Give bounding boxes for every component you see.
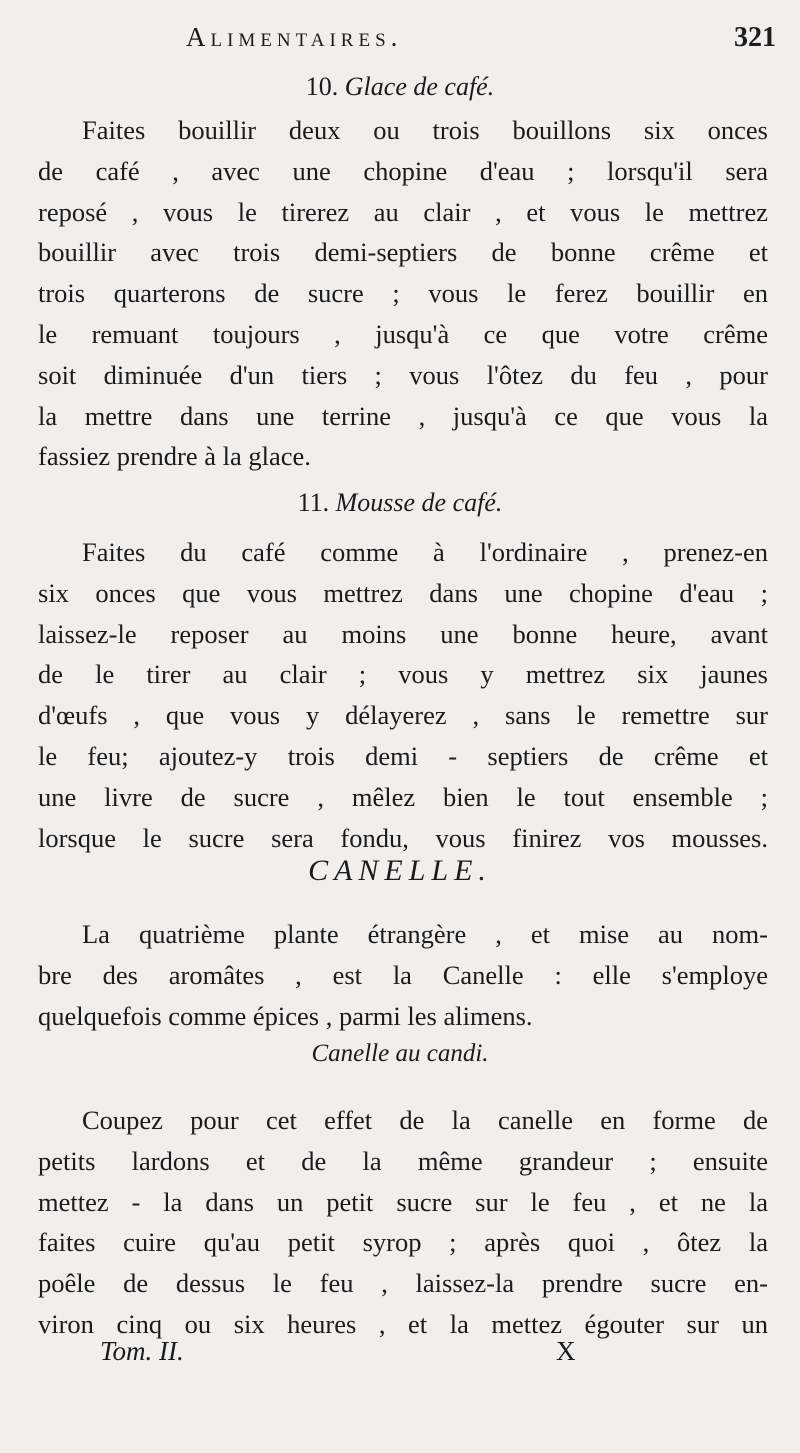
- recipe-title: Canelle au candi.: [311, 1040, 489, 1067]
- text-line: laissez-le reposer au moins une bonne heure, avant: [38, 618, 768, 649]
- text-line: le feu; ajoutez-y trois demi - septiers de crême et: [38, 740, 768, 771]
- text-line: poêle de dessus le feu , laissez-la prendre sucre en-: [38, 1268, 768, 1299]
- text-line: viron cinq ou six heures , et la mettez égouter sur un: [38, 1308, 768, 1339]
- text-line: fassiez prendre à la glace.: [38, 441, 311, 472]
- text-line: trois quarterons de sucre ; vous le ferez bouillir en: [38, 278, 768, 309]
- text-line: mettez - la dans un petit sucre sur le feu , et ne la: [38, 1186, 768, 1217]
- text-line: faites cuire qu'au petit syrop ; après quoi , ôtez la: [38, 1227, 768, 1258]
- recipe-number: 11.: [297, 488, 330, 517]
- text-line: bre des aromâtes , est la Canelle : elle s'employe: [38, 959, 768, 990]
- text-line: quelquefois comme épices , parmi les alimens.: [38, 1000, 533, 1031]
- text-line: petits lardons et de la même grandeur ; ensuite: [38, 1145, 768, 1176]
- recipe-paragraph-canelle-au-candi: [38, 1100, 768, 1345]
- recipe-paragraph-mousse-de-cafe: [38, 532, 768, 858]
- canelle-intro-paragraph: [38, 914, 768, 1036]
- text-line: le remuant toujours , jusqu'à ce que votre crême: [38, 318, 768, 349]
- text-line: soit diminuée d'un tiers ; vous l'ôtez du feu , pour: [38, 359, 768, 390]
- text-line: la mettre dans une terrine , jusqu'à ce que vous la: [38, 400, 768, 431]
- volume-signature: Tom. II.: [100, 1336, 184, 1366]
- gathering-signature: X: [556, 1336, 576, 1366]
- text-line: six onces que vous mettrez dans une chopine d'eau ;: [38, 577, 768, 608]
- recipe-title: Mousse de café.: [335, 488, 503, 517]
- text-line: de café , avec une chopine d'eau ; lorsqu'il sera: [38, 155, 768, 186]
- recipe-number: 10.: [305, 72, 339, 101]
- running-head: [0, 22, 800, 62]
- text-line: Coupez pour cet effet de la canelle en forme de: [82, 1105, 768, 1135]
- text-line: de le tirer au clair ; vous y mettrez six jaunes: [38, 659, 768, 690]
- page-footer: [0, 1336, 800, 1376]
- recipe-title: Glace de café.: [344, 72, 495, 101]
- text-line: lorsque le sucre sera fondu, vous finirez vos mousses.: [38, 822, 768, 853]
- running-title: Alimentaires.: [186, 22, 403, 52]
- text-line: bouillir avec trois demi-septiers de bonne crême et: [38, 237, 768, 268]
- text-line: Faites bouillir deux ou trois bouillons six onces: [82, 115, 768, 145]
- section-title-canelle: CANELLE.: [308, 854, 492, 887]
- text-line: Faites du café comme à l'ordinaire , prenez-en: [82, 537, 768, 567]
- text-line: une livre de sucre , mêlez bien le tout ensemble ;: [38, 781, 768, 812]
- recipe-heading-glace-de-cafe: [0, 72, 800, 102]
- recipe-heading-canelle-au-candi: [0, 1040, 800, 1068]
- text-line: d'œufs , que vous y délayerez , sans le remettre sur: [38, 700, 768, 731]
- page-number: 321: [734, 22, 776, 53]
- text-line: La quatrième plante étrangère , et mise au nom-: [82, 919, 768, 949]
- recipe-paragraph-glace-de-cafe: [38, 110, 768, 477]
- text-line: reposé , vous le tirerez au clair , et vous le mettrez: [38, 196, 768, 227]
- recipe-heading-mousse-de-cafe: [0, 488, 800, 518]
